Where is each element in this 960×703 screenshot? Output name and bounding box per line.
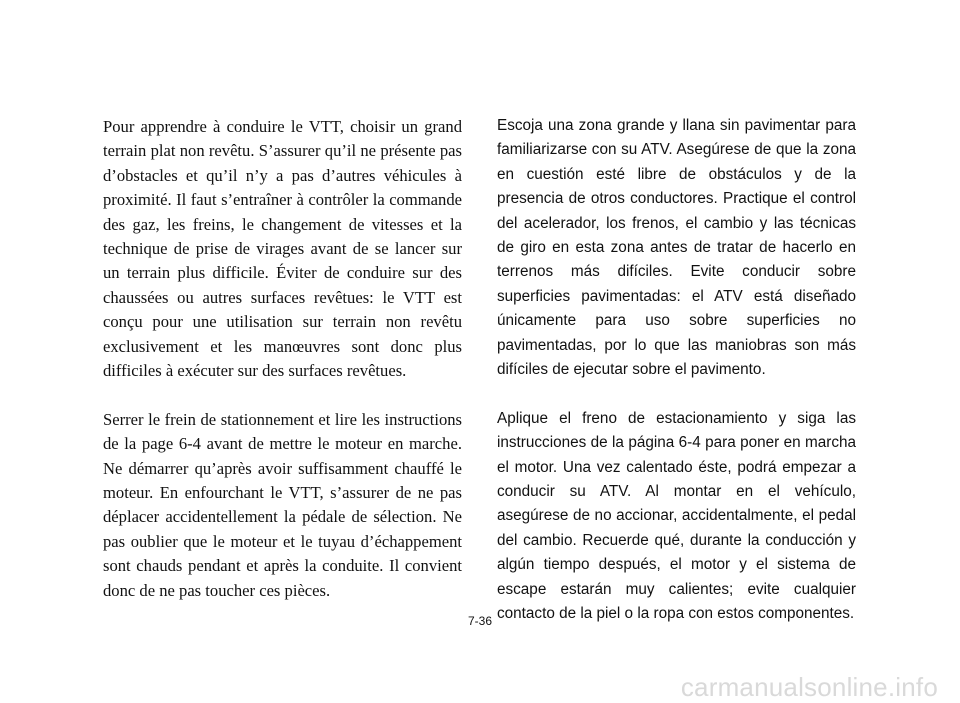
watermark: carmanualsonline.info [680,672,938,702]
spanish-column [497,114,856,627]
french-paragraph-2: Serrer le frein de stationnement et lire les instructions de la page 6-4 avant de mettre le moteur en marche. Ne démarrer qu’après avoir suffisamment chauffé le moteur. En enfourchant le VTT, s’assurer de ne pas déplacer accidentellement la pédale de sélection. Ne pas oublier que le moteur et le tuyau d’échappement sont chauds pendant et après la conduite. Il convient donc de ne pas toucher ces pièces. [103,409,462,600]
page-number: 7-36 [467,614,493,628]
french-column [103,115,462,603]
french-paragraph-1: Pour apprendre à conduire le VTT, choisir un grand terrain plat non revêtu. S’assurer qu’il ne présente pas d’obstacles et qu’il n’y a pas d’autres véhicules à proximité. Il faut s’entraîner à contrôler la commande des gaz, les freins, le changement de vitesses et la technique de prise de virages avant de se lancer sur un terrain plus difficile. Éviter de conduire sur des chaussées ou autres surfaces revêtues: le VTT est conçu pour une utilisation sur terrain non revêtu exclusivement et les manœuvres sont donc plus difficiles à exécuter sur des surfaces revêtues. [103,117,462,381]
spanish-paragraph-2: Aplique el freno de estacionamiento y siga las instrucciones de la página 6-4 para poner en marcha el motor. Una vez calentado éste, podrá empezar a conducir su ATV. Al montar en el vehículo, asegúrese de no accionar, accidentalmente, el pedal del cambio. Recuerde qué, durante la conducción y algún tiempo después, el motor y el sistema de escape estarán muy calientes; evite cualquier contacto de la piel o la ropa con estos componentes. [497,409,856,623]
spanish-paragraph-1: Escoja una zona grande y llana sin pavimentar para familiarizarse con su ATV. Asegúrese de que la zona en cuestión esté libre de obstáculos y de la presencia de otros conductores. Practique el control del acelerador, los frenos, el cambio y las técnicas de giro en esta zona antes de tratar de hacerlo en terrenos más difíciles. Evite conducir sobre superficies pavimentadas: el ATV está diseñado únicamente para uso sobre superficies no pavimentadas, por lo que las maniobras son más difíciles de ejecutar sobre el pavimento. [497,117,856,379]
